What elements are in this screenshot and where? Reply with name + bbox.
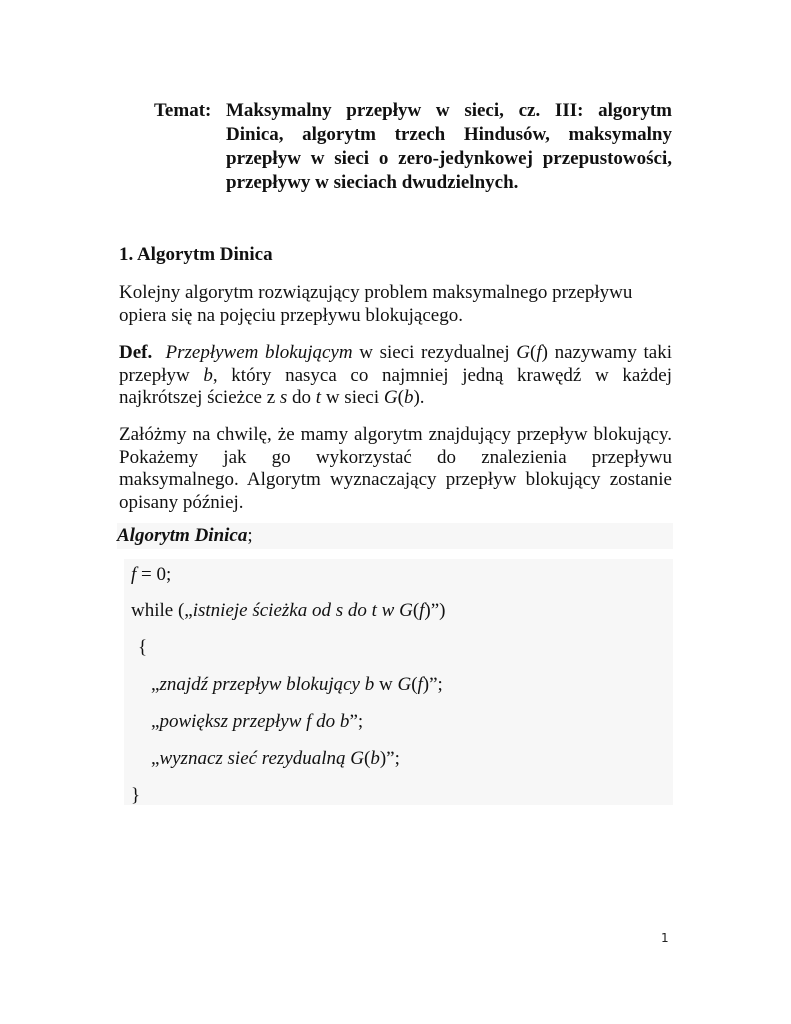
math-paren: ( bbox=[412, 600, 420, 621]
code-line-augment bbox=[151, 710, 363, 734]
definition-label: Def. bbox=[119, 342, 153, 363]
topic-block bbox=[154, 99, 672, 195]
code-line-while bbox=[131, 599, 446, 623]
math-symbol: b bbox=[403, 387, 414, 409]
code-quote: „ bbox=[151, 674, 160, 695]
intro-paragraph: Kolejny algorytm rozwiązujący problem maksymalnego przepływu opiera się na pojęciu przepływu blokującego. bbox=[119, 282, 633, 326]
code-quote: „ bbox=[151, 711, 160, 732]
assumption-paragraph: Załóżmy na chwilę, że mamy algorytm znajdujący przepływ blokujący. Pokażemy jak go wykorzystać do znalezienia przepływu maksymalnego. Algorytm wyznaczający przepływ blokujący zostanie opisany później. bbox=[119, 424, 672, 513]
section-heading: 1. Algorytm Dinica bbox=[119, 244, 273, 265]
math-paren: ) bbox=[541, 342, 548, 363]
math-symbol: G bbox=[383, 387, 398, 409]
code-text: istnieje ścieżka od s do t w bbox=[192, 600, 400, 621]
topic-text: Maksymalny przepływ w sieci, cz. III: algorytm Dinica, algorytm trzech Hindusów, maksymalny przepływ w sieci o zero-jedynkowej przepustowości, przepływy w sieciach dwudzielnych. bbox=[226, 100, 672, 193]
code-text: = 0; bbox=[136, 564, 172, 585]
algorithm-title bbox=[117, 523, 673, 549]
definition-text: w sieci rezydualnej bbox=[352, 342, 517, 363]
algorithm-semicolon: ; bbox=[247, 525, 253, 546]
code-text: w bbox=[374, 674, 398, 695]
code-text: znajdź przepływ blokujący b bbox=[159, 674, 375, 695]
math-symbol: G bbox=[350, 748, 365, 769]
code-quote: „ bbox=[184, 600, 193, 621]
math-symbol: f bbox=[131, 564, 137, 585]
math-paren: ) bbox=[424, 600, 431, 621]
math-symbol: s bbox=[279, 387, 288, 409]
math-paren: ( bbox=[397, 387, 404, 409]
math-symbol: f bbox=[417, 674, 423, 695]
math-symbol: G bbox=[399, 600, 413, 621]
math-symbol: f bbox=[419, 600, 425, 621]
math-symbol: f bbox=[536, 342, 542, 363]
math-paren: ( bbox=[530, 342, 537, 363]
code-line-open-brace: { bbox=[138, 637, 148, 658]
code-quote: „ bbox=[151, 748, 160, 769]
math-symbol: b bbox=[203, 364, 213, 386]
code-quote: ”) bbox=[430, 600, 446, 621]
code-quote: )”; bbox=[379, 748, 400, 769]
code-keyword: while ( bbox=[131, 600, 185, 621]
math-paren: ( bbox=[364, 748, 371, 769]
definition-text: nazywamy taki przepływ bbox=[119, 342, 672, 386]
code-quote: ”; bbox=[349, 711, 364, 732]
math-symbol: t bbox=[315, 387, 322, 409]
definition-text: w sieci bbox=[321, 387, 384, 409]
math-paren: ( bbox=[411, 674, 418, 695]
math-symbol: G bbox=[397, 674, 412, 695]
code-text: wyznacz sieć rezydualną bbox=[159, 748, 351, 769]
definition-paragraph bbox=[119, 342, 672, 410]
code-line-find-blocking bbox=[151, 673, 443, 697]
math-symbol: G bbox=[516, 342, 530, 363]
math-paren: ). bbox=[413, 387, 425, 409]
code-text: powiększ przepływ f do b bbox=[159, 711, 350, 732]
topic-label: Temat: bbox=[154, 100, 212, 121]
definition-text: , który nasyca co najmniej jedną krawędź w każdej najkrótszej ścieżce z bbox=[119, 364, 672, 409]
definition-term: Przepływem blokującym bbox=[165, 342, 353, 363]
math-symbol: b bbox=[370, 748, 380, 769]
code-line-residual bbox=[151, 747, 400, 771]
algorithm-name: Algorytm Dinica bbox=[117, 525, 248, 546]
code-quote: )”; bbox=[422, 674, 443, 695]
definition-text: do bbox=[287, 387, 316, 409]
code-line-init bbox=[131, 563, 171, 587]
code-line-close-brace: } bbox=[131, 785, 141, 806]
page-number: 1 bbox=[661, 931, 669, 945]
